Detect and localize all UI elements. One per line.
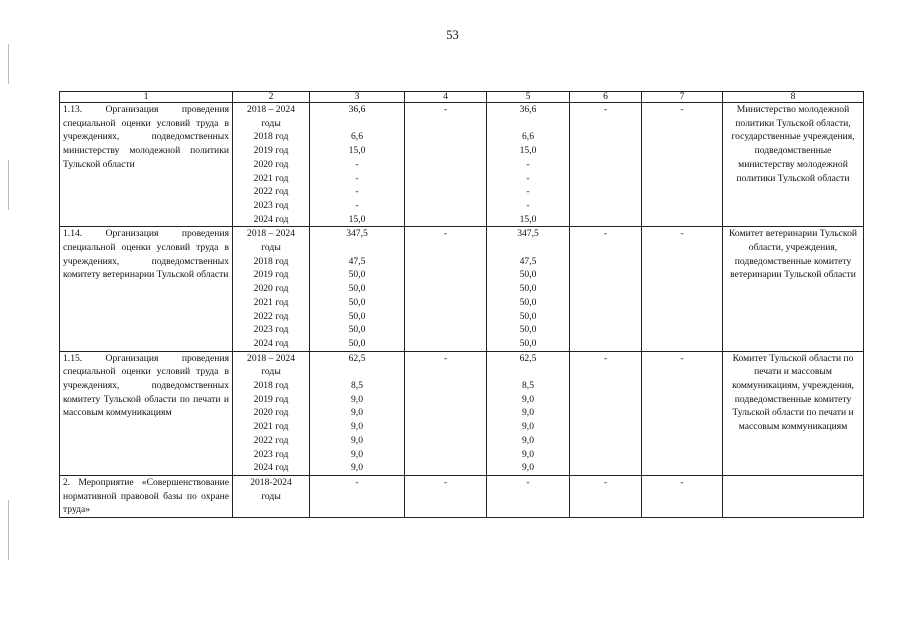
col5-value: 62,5	[519, 352, 537, 364]
col5-value: 9,0	[522, 421, 534, 433]
col5-value: 347,5	[517, 228, 539, 240]
period-cell	[233, 227, 310, 351]
col3-value: 47,5	[348, 255, 366, 267]
executor-text: Министерство молодежной политики Тульской области, государственные учреждения, подведомственные министерству молодежной политики Тульской области	[731, 104, 855, 184]
blank-line	[313, 365, 401, 379]
column-number: 5	[487, 92, 570, 103]
col6-cell: -	[570, 475, 642, 517]
col3-value: 9,0	[351, 448, 363, 460]
period-value: 2024 год	[253, 462, 289, 474]
col5-cell	[487, 103, 570, 227]
period-value: 2024 год	[253, 337, 289, 349]
col4-cell: -	[405, 475, 487, 517]
period-value: 2020 год	[253, 283, 289, 295]
col5-value: 50,0	[519, 310, 537, 322]
period-value: 2021 год	[253, 296, 289, 308]
period-value: 2020 год	[253, 158, 289, 170]
column-number: 8	[723, 92, 864, 103]
period-value: годы	[261, 490, 281, 502]
col3-value: -	[355, 172, 359, 184]
column-number: 1	[60, 92, 233, 103]
col5-value: 9,0	[522, 434, 534, 446]
period-cell	[233, 351, 310, 475]
col7-cell: -	[642, 351, 723, 475]
measure-title-cell	[60, 103, 233, 227]
table-row	[60, 351, 864, 475]
period-value: 2023 год	[253, 324, 289, 336]
blank-line	[313, 241, 401, 255]
period-value: 2019 год	[253, 269, 289, 281]
column-number-row	[60, 92, 864, 103]
period-value: 2024 год	[253, 213, 289, 225]
col5-cell	[487, 227, 570, 351]
measure-title-cell	[60, 475, 233, 517]
page-number: 53	[446, 28, 459, 42]
measure-title-cell	[60, 227, 233, 351]
period-value: 2020 год	[253, 407, 289, 419]
executor-text: Комитет Тульской области по печати и массовым коммуникациям, учреждения, подведомственные комитету Тульской области по печати и массовым коммуникациям	[732, 352, 854, 433]
column-number: 4	[405, 92, 487, 103]
col6-cell: -	[570, 227, 642, 351]
col5-cell	[487, 351, 570, 475]
period-value: 2018 – 2024	[247, 228, 295, 240]
col5-value: 50,0	[519, 296, 537, 308]
col6-cell: -	[570, 103, 642, 227]
col3-value: 36,6	[348, 104, 366, 115]
col4-cell: -	[405, 227, 487, 351]
period-value: 2019 год	[253, 145, 289, 157]
col5-value: 15,0	[519, 213, 537, 225]
col6-cell: -	[570, 351, 642, 475]
col5-value: -	[526, 172, 530, 184]
col5-value: 50,0	[519, 283, 537, 295]
period-value: 2018 год	[253, 255, 289, 267]
period-value: годы	[261, 366, 281, 378]
col3-value: 50,0	[348, 283, 366, 295]
col3-value: -	[355, 199, 359, 211]
period-value: 2022 год	[253, 310, 289, 322]
col5-value: -	[526, 158, 530, 170]
column-number: 7	[642, 92, 723, 103]
col3-cell	[310, 227, 405, 351]
col3-value: 6,6	[351, 131, 363, 143]
period-value: 2022 год	[253, 186, 289, 198]
col3-value: 347,5	[346, 228, 368, 240]
col7-cell: -	[642, 475, 723, 517]
blank-line	[313, 117, 401, 131]
measures-table	[59, 91, 864, 518]
executor-cell	[723, 227, 864, 351]
table-row	[60, 103, 864, 227]
measure-title: 1.14. Организация проведения специальной оценки условий труда в учреждениях, подведомственных комитету ветеринарии Тульской области	[63, 228, 229, 281]
col7-cell: -	[642, 227, 723, 351]
blank-line	[490, 117, 566, 131]
col5-value: 50,0	[519, 324, 537, 336]
col4-cell: -	[405, 103, 487, 227]
period-cell	[233, 475, 310, 517]
column-number: 2	[233, 92, 310, 103]
col3-value: 9,0	[351, 434, 363, 446]
scan-margin-mark	[8, 44, 9, 84]
executor-text: Комитет ветеринарии Тульской области, учреждения, подведомственные комитету ветеринарии Тульской области	[728, 228, 858, 281]
col3-value: 50,0	[348, 310, 366, 322]
period-value: 2023 год	[253, 448, 289, 460]
measure-title: 1.15. Организация проведения специальной оценки условий труда в учреждениях, подведомственных комитету Тульской области по печати и массовым коммуникациям	[63, 352, 229, 419]
col5-value: 9,0	[522, 448, 534, 460]
period-value: 2018 – 2024	[247, 104, 295, 115]
col5-value: 9,0	[522, 462, 534, 474]
col3-value: 15,0	[348, 145, 366, 157]
period-stack	[236, 103, 306, 226]
period-value: 2019 год	[253, 393, 289, 405]
table-row	[60, 227, 864, 351]
table-row-final	[60, 475, 864, 517]
col3-value: 50,0	[348, 337, 366, 349]
scan-margin-mark	[8, 160, 9, 210]
col5-value: 50,0	[519, 269, 537, 281]
col5-stack	[490, 352, 566, 475]
col3-stack	[313, 227, 401, 350]
executor-cell	[723, 475, 864, 517]
period-value: годы	[261, 117, 281, 129]
measure-title: 1.13. Организация проведения специальной оценки условий труда в учреждениях, подведомственных министерству молодежной политики Тульской области	[63, 104, 229, 170]
period-cell	[233, 103, 310, 227]
col3-cell: -	[310, 475, 405, 517]
period-value: годы	[261, 242, 281, 254]
col5-value: 36,6	[519, 104, 537, 115]
col3-value: -	[355, 186, 359, 198]
column-number: 6	[570, 92, 642, 103]
blank-line	[490, 241, 566, 255]
col3-value: 50,0	[348, 324, 366, 336]
period-value: 2021 год	[253, 172, 289, 184]
col5-value: 50,0	[519, 337, 537, 349]
col3-cell	[310, 103, 405, 227]
col5-stack	[490, 103, 566, 226]
measure-title: 2. Мероприятие «Совершенствование нормативной правовой базы по охране труда»	[63, 476, 229, 516]
col3-stack	[313, 103, 401, 226]
col3-value: 8,5	[351, 380, 363, 392]
col3-value: -	[355, 158, 359, 170]
scan-margin-mark	[8, 500, 9, 560]
col3-value: 9,0	[351, 421, 363, 433]
period-stack	[236, 227, 306, 350]
measure-title-cell	[60, 351, 233, 475]
col4-cell: -	[405, 351, 487, 475]
executor-cell	[723, 103, 864, 227]
col3-cell	[310, 351, 405, 475]
period-value: 2021 год	[253, 421, 289, 433]
col5-value: -	[526, 186, 530, 198]
col5-value: 47,5	[519, 255, 537, 267]
col3-value: 62,5	[348, 352, 366, 364]
col3-value: 9,0	[351, 462, 363, 474]
col5-value: 6,6	[522, 131, 534, 143]
col3-value: 9,0	[351, 407, 363, 419]
col5-value: -	[526, 199, 530, 211]
period-value: 2018 год	[253, 131, 289, 143]
col5-stack	[490, 227, 566, 350]
col5-value: 9,0	[522, 393, 534, 405]
period-value: 2018 год	[253, 380, 289, 392]
col5-cell: -	[487, 475, 570, 517]
period-stack	[236, 476, 306, 503]
period-stack	[236, 352, 306, 475]
col3-value: 50,0	[348, 296, 366, 308]
period-value: 2018-2024	[250, 476, 292, 488]
col5-value: 9,0	[522, 407, 534, 419]
executor-cell	[723, 351, 864, 475]
period-value: 2022 год	[253, 434, 289, 446]
col5-value: 15,0	[519, 145, 537, 157]
col3-value: 9,0	[351, 393, 363, 405]
col5-value: 8,5	[522, 380, 534, 392]
period-value: 2023 год	[253, 199, 289, 211]
col3-value: 15,0	[348, 213, 366, 225]
col3-stack	[313, 352, 401, 475]
col3-value: 50,0	[348, 269, 366, 281]
period-value: 2018 – 2024	[247, 352, 295, 364]
col7-cell: -	[642, 103, 723, 227]
blank-line	[490, 365, 566, 379]
column-number: 3	[310, 92, 405, 103]
